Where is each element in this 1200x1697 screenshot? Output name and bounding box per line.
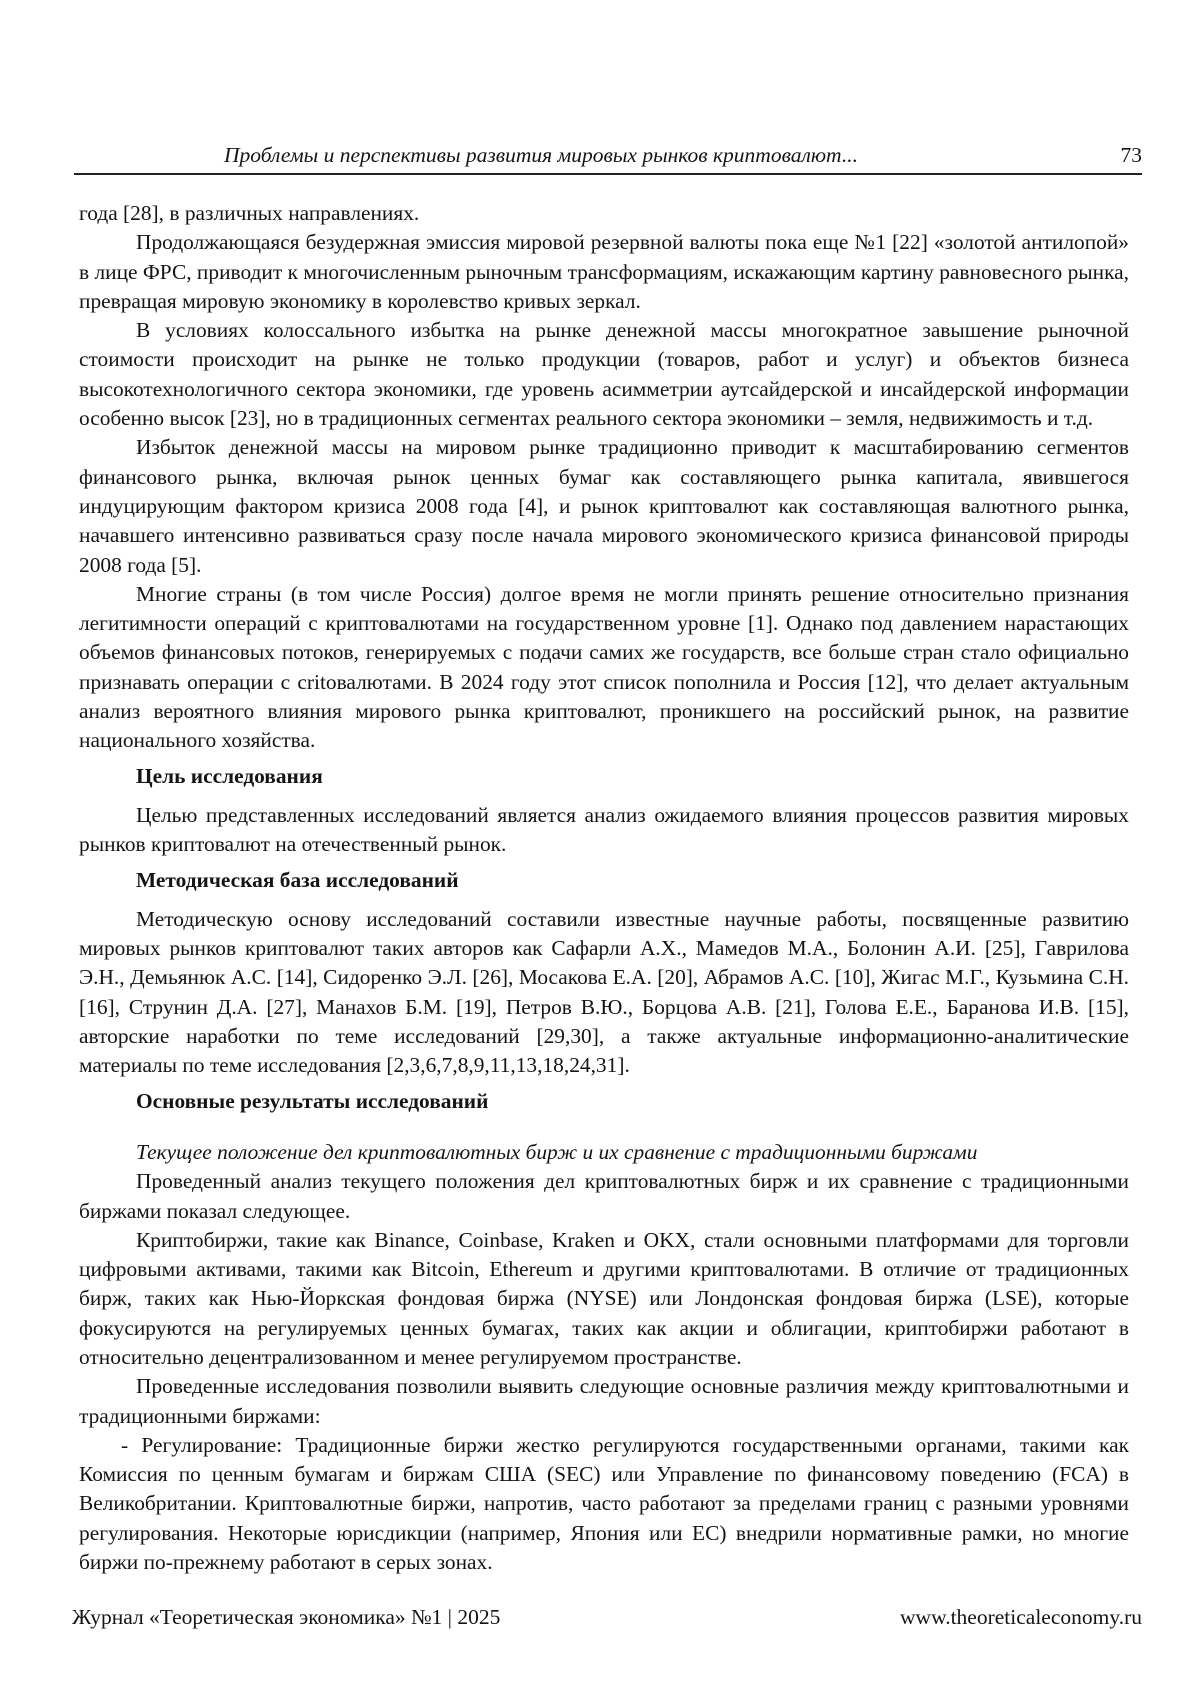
paragraph: Криптобиржи, такие как Binance, Coinbase, Kraken и OKX, стали основными платформами для торговли цифровыми активами, такими как Bitcoin, Ethereum и другими криптовалютами. В отличие от традиционных бирж, таких как Нью-Йоркская фондовая биржа (NYSE) или Лондонская фондовая биржа (LSE), которые фокусируются на регулируемых ценных бумагах, таких как акции и облигации, криптобиржи работают в относительно децентрализованном и менее регулируемом пространстве.	[79, 1227, 1129, 1369]
article-body	[79, 199, 1129, 1577]
subsection-heading: Текущее положение дел криптовалютных бирж и их сравнение с традиционными биржами	[136, 1139, 978, 1164]
section-heading-results: Основные результаты исследований	[136, 1088, 489, 1113]
running-header	[74, 141, 1142, 175]
list-item: - Регулирование: Традиционные биржи жестко регулируются государственными органами, такими как Комиссия по ценным бумагам и биржам США (SEC) или Управление по финансовому поведению (FCA) в Великобритании. Криптовалютные биржи, напротив, часто работают за пределами границ с разными уровнями регулирования. Некоторые юрисдикции (например, Япония или ЕС) внедрили нормативные рамки, но многие биржи по-прежнему работают в серых зонах.	[79, 1432, 1129, 1575]
section-heading-methods: Методическая база исследований	[136, 867, 459, 892]
paragraph: Проведенные исследования позволили выявить следующие основные различия между криптовалютными и традиционными биржами:	[79, 1374, 1129, 1428]
section-heading-goal: Цель исследования	[136, 763, 323, 788]
running-title: Проблемы и перспективы развития мировых рынков криптовалют...	[224, 143, 858, 167]
paragraph: Целью представленных исследований является анализ ожидаемого влияния процессов развития мировых рынков криптовалют на отечественный рынок.	[79, 802, 1129, 857]
paragraph: Продолжающаяся безудержная эмиссия мировой резервной валюты пока еще №1 [22] «золотой антилопой» в лице ФРС, приводит к многочисленным рыночным трансформациям, искажающим картину равновесного рынка, превращая мировую экономику в королевство кривых зеркал.	[79, 230, 1129, 313]
paragraph: Методическую основу исследований составили известные научные работы, посвященные развитию мировых рынков криптовалют таких авторов как Сафарли А.Х., Мамедов М.А., Болонин А.И. [25], Гаврилова Э.Н., Демьянюк А.С. [14], Сидоренко Э.Л. [26], Мосакова Е.А. [20], Абрамов А.С. [10], Жигас М.Г., Кузьмина С.Н. [16], Струнин Д.А. [27], Манахов Б.М. [19], Петров В.Ю., Борцова А.В. [21], Голова Е.Е., Баранова И.В. [15], авторские наработки по теме исследований [29,30], а также актуальные информационно-аналитические материалы по теме исследования [2,3,6,7,8,9,11,13,18,24,31].	[79, 906, 1129, 1078]
paragraph: Многие страны (в том числе Россия) долгое время не могли принять решение относительно признания легитимности операций с криптовалютами на государственном уровне [1]. Однако под давлением нарастающих объемов финансовых потоков, генерируемых с подачи самих же государств, все больше стран стало официально признавать операции с critовалютами. В 2024 году этот список пополнила и Россия [12], что делает актуальным анализ вероятного влияния мирового рынка криптовалют, проникшего на российский рынок, на развитие национального хозяйства.	[79, 581, 1129, 753]
paragraph: В условиях колоссального избытка на рынке денежной массы многократное завышение рыночной стоимости происходит на рынке не только продукции (товаров, работ и услуг) и объектов бизнеса высокотехнологичного сектора экономики, где уровень асимметрии аутсайдерской и инсайдерской информации особенно высок [23], но в традиционных сегментах реального сектора экономики – земля, недвижимость и т.д.	[79, 318, 1129, 431]
paragraph: Проведенный анализ текущего положения дел криптовалютных бирж и их сравнение с традиционными биржами показал следующее.	[79, 1169, 1129, 1223]
journal-name: Журнал «Теоретическая экономика» №1 | 2025	[72, 1605, 501, 1629]
paragraph: Избыток денежной массы на мировом рынке традиционно приводит к масштабированию сегментов финансового рынка, включая рынок ценных бумаг как составляющего рынка капитала, явившегося индуцирующим фактором кризиса 2008 года [4], и рынок криптовалют как составляющая валютного рынка, начавшего интенсивно развиваться сразу после начала мирового экономического кризиса финансовой природы 2008 года [5].	[79, 435, 1129, 577]
page-number: 73	[1120, 143, 1142, 167]
journal-website: www.theoreticaleconomy.ru	[900, 1605, 1142, 1629]
paragraph: года [28], в различных направлениях.	[79, 201, 420, 225]
